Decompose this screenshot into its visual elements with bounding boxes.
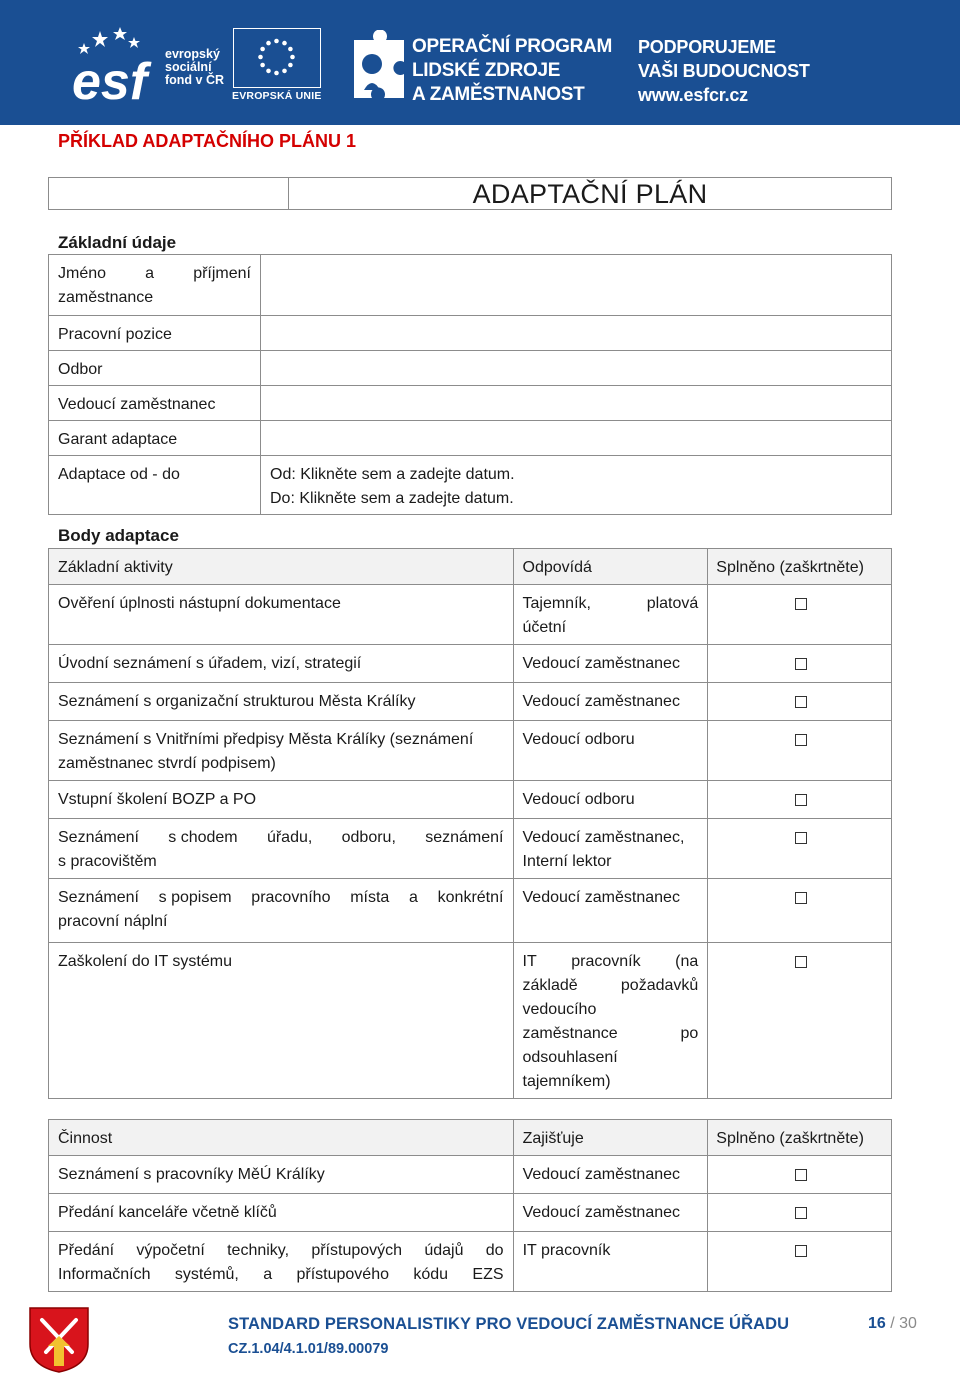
responsible-word: požadavků: [620, 977, 699, 994]
support-slogan: [638, 35, 810, 107]
activity-word: výpočetní: [136, 1242, 205, 1259]
checkbox[interactable]: [795, 734, 807, 746]
responsible-cell: Vedoucí zaměstnanec: [513, 645, 708, 683]
activity-cell: Úvodní seznámení s úřadem, vizí, strategií: [49, 645, 514, 683]
position-label: Pracovní pozice: [49, 316, 261, 351]
provider-cell: IT pracovník: [513, 1232, 708, 1292]
column-header: Splněno (zaškrtněte): [708, 1120, 892, 1156]
activity-cell: Vstupní školení BOZP a PO: [49, 781, 514, 819]
adaptation-heading: Body adaptace: [58, 526, 179, 545]
table-row: [49, 1156, 892, 1194]
table-row: [49, 645, 892, 683]
manager-label: Vedoucí zaměstnanec: [49, 386, 261, 421]
table-row: [49, 819, 892, 879]
activity-word: úřadu,: [266, 829, 313, 846]
activity-word: systémů,: [174, 1266, 239, 1283]
responsible-cell: Vedoucí zaměstnanec, Interní lektor: [513, 819, 708, 879]
table-row: [49, 721, 892, 781]
responsible-cell: [513, 585, 708, 645]
activity-cell: Zaškolení do IT systému: [49, 943, 514, 1099]
done-cell: [708, 943, 892, 1099]
star-icon: [92, 31, 108, 47]
op-puzzle-icon: [350, 30, 408, 102]
done-cell: [708, 645, 892, 683]
done-cell: [708, 1156, 892, 1194]
table-header-row: [49, 1120, 892, 1156]
activity-word: odboru,: [341, 829, 396, 846]
guarantor-label: Garant adaptace: [49, 421, 261, 456]
guarantor-field[interactable]: [261, 421, 892, 456]
esf-caption-line: evropský: [165, 47, 220, 61]
footer-project-code: CZ.1.04/4.1.01/89.00079: [228, 1341, 389, 1357]
checkbox[interactable]: [795, 1245, 807, 1257]
employee-name-field[interactable]: [261, 255, 892, 316]
activity-word: konkrétní: [437, 889, 504, 906]
activities-table: [48, 1119, 892, 1292]
date-to-picker[interactable]: Do: Klikněte sem a zadejte datum.: [270, 490, 514, 507]
header-banner: [0, 0, 960, 125]
activity-word: Informačních: [58, 1266, 151, 1283]
table-row: [49, 781, 892, 819]
plan-title-table: [48, 177, 892, 210]
esf-caption: [165, 48, 224, 87]
activity-word: přístupových: [311, 1242, 403, 1259]
page-separator: /: [885, 1315, 900, 1332]
activity-word: kódu: [413, 1266, 449, 1283]
done-cell: [708, 683, 892, 721]
responsible-cell: Vedoucí odboru: [513, 721, 708, 781]
column-header: Činnost: [49, 1120, 514, 1156]
column-header: Odpovídá: [513, 549, 708, 585]
department-field[interactable]: [261, 351, 892, 386]
responsible-word: tajemníkem): [522, 1073, 611, 1090]
activity-word: Předání: [58, 1242, 115, 1259]
eu-stars-icon: [234, 29, 319, 86]
period-field: [261, 456, 892, 515]
table-header-row: [49, 549, 892, 585]
responsible-word: (na: [675, 953, 699, 970]
eu-flag: [233, 28, 321, 88]
provider-cell: Vedoucí zaměstnanec: [513, 1194, 708, 1232]
op-line: A ZAMĚSTNANOST: [412, 84, 585, 105]
esf-logo-text: esf: [72, 53, 148, 105]
star-icon: [128, 37, 140, 48]
basic-info-heading: Základní údaje: [58, 233, 177, 252]
responsible-cell: Vedoucí odboru: [513, 781, 708, 819]
done-cell: [708, 781, 892, 819]
activity-word: s popisem: [158, 889, 232, 906]
city-coat-of-arms-icon: [28, 1306, 90, 1374]
activity-word: pracovní náplní: [58, 913, 168, 930]
footer-title: STANDARD PERSONALISTIKY PRO VEDOUCÍ ZAMĚSTNANCE ÚŘADU: [228, 1315, 790, 1333]
activity-word: a: [263, 1266, 273, 1283]
column-header: Zajišťuje: [513, 1120, 708, 1156]
responsible-word: vedoucího: [522, 1001, 597, 1018]
label-word: příjmení: [193, 265, 251, 282]
activity-cell: [49, 819, 514, 879]
activity-word: a: [409, 889, 418, 906]
activity-word: Seznámení: [58, 829, 139, 846]
responsible-cell: Vedoucí zaměstnanec: [513, 879, 708, 943]
op-program-title: [412, 35, 612, 107]
adaptation-table: [48, 548, 892, 1099]
activity-cell: Ověření úplnosti nástupní dokumentace: [49, 585, 514, 645]
activity-word: EZS: [472, 1266, 504, 1283]
op-line: LIDSKÉ ZDROJE: [412, 60, 561, 81]
table-row: [49, 683, 892, 721]
activity-word: do: [485, 1242, 504, 1259]
manager-field[interactable]: [261, 386, 892, 421]
responsible-word: zaměstnance: [522, 1025, 618, 1042]
plan-title: ADAPTAČNÍ PLÁN: [289, 178, 892, 210]
activity-cell: Seznámení s pracovníky MěÚ Králíky: [49, 1156, 514, 1194]
checkbox[interactable]: [795, 832, 807, 844]
activity-word: seznámení: [425, 829, 504, 846]
op-line: OPERAČNÍ PROGRAM: [412, 36, 612, 57]
activity-word: údajů: [424, 1242, 464, 1259]
responsible-word: po: [680, 1025, 699, 1042]
responsible-cell: [513, 943, 708, 1099]
activity-cell: Seznámení s organizační strukturou Města Králíky: [49, 683, 514, 721]
page-number: [868, 1315, 917, 1333]
checkbox[interactable]: [795, 956, 807, 968]
responsible-word: Tajemník,: [522, 595, 591, 612]
period-label: Adaptace od - do: [49, 456, 261, 515]
checkbox[interactable]: [795, 658, 807, 670]
table-row: [49, 1194, 892, 1232]
page-heading: PŘÍKLAD ADAPTAČNÍHO PLÁNU 1: [58, 131, 357, 151]
table-row: [49, 585, 892, 645]
esf-caption-line: fond v ČR: [165, 73, 225, 87]
page-total: 30: [899, 1315, 917, 1332]
provider-cell: Vedoucí zaměstnanec: [513, 1156, 708, 1194]
responsible-word: účetní: [522, 619, 567, 636]
activity-word: pracovního: [251, 889, 331, 906]
table-row: [49, 879, 892, 943]
checkbox[interactable]: [795, 696, 807, 708]
responsible-word: základě: [522, 977, 578, 994]
esf-website-link[interactable]: www.esfcr.cz: [638, 85, 748, 105]
done-cell: [708, 721, 892, 781]
activity-word: techniky,: [227, 1242, 290, 1259]
activity-word: Seznámení: [58, 889, 139, 906]
plan-title-empty-cell: [49, 178, 289, 210]
done-cell: [708, 819, 892, 879]
activity-word: místa: [350, 889, 390, 906]
checkbox[interactable]: [795, 1207, 807, 1219]
basic-info-table: [48, 254, 892, 515]
checkbox[interactable]: [795, 598, 807, 610]
esf-caption-line: sociální: [165, 60, 212, 74]
responsible-word: odsouhlasení: [522, 1049, 618, 1066]
checkbox[interactable]: [795, 794, 807, 806]
responsible-word: platová: [646, 595, 699, 612]
responsible-word: IT: [522, 953, 537, 970]
activity-word: přístupového: [296, 1266, 389, 1283]
done-cell: [708, 1232, 892, 1292]
table-row: [49, 943, 892, 1099]
activity-word: s pracovištěm: [58, 853, 157, 870]
checkbox[interactable]: [795, 1169, 807, 1181]
date-from-picker[interactable]: Od: Klikněte sem a zadejte datum.: [270, 466, 515, 483]
activity-word: s chodem: [168, 829, 238, 846]
column-header: Splněno (zaškrtněte): [708, 549, 892, 585]
responsible-word: pracovník: [571, 953, 641, 970]
slogan-line: VAŠI BUDOUCNOST: [638, 61, 810, 81]
done-cell: [708, 585, 892, 645]
slogan-line: PODPORUJEME: [638, 37, 776, 57]
label-word: a: [145, 265, 155, 282]
responsible-cell: Vedoucí zaměstnanec: [513, 683, 708, 721]
activity-cell: [49, 1232, 514, 1292]
column-header: Základní aktivity: [49, 549, 514, 585]
label-line: zaměstnance: [58, 289, 154, 306]
page-current: 16: [868, 1315, 886, 1332]
activity-cell: [49, 879, 514, 943]
activity-cell: Předání kanceláře včetně klíčů: [49, 1194, 514, 1232]
eu-caption: EVROPSKÁ UNIE: [232, 90, 322, 102]
done-cell: [708, 1194, 892, 1232]
department-label: Odbor: [49, 351, 261, 386]
done-cell: [708, 879, 892, 943]
table-row: [49, 1232, 892, 1292]
checkbox[interactable]: [795, 892, 807, 904]
star-icon: [113, 27, 127, 40]
activity-cell: Seznámení s Vnitřními předpisy Města Králíky (seznámení zaměstnanec stvrdí podpisem): [49, 721, 514, 781]
label-word: Jméno: [58, 265, 107, 282]
position-field[interactable]: [261, 316, 892, 351]
employee-name-label: [49, 255, 261, 316]
